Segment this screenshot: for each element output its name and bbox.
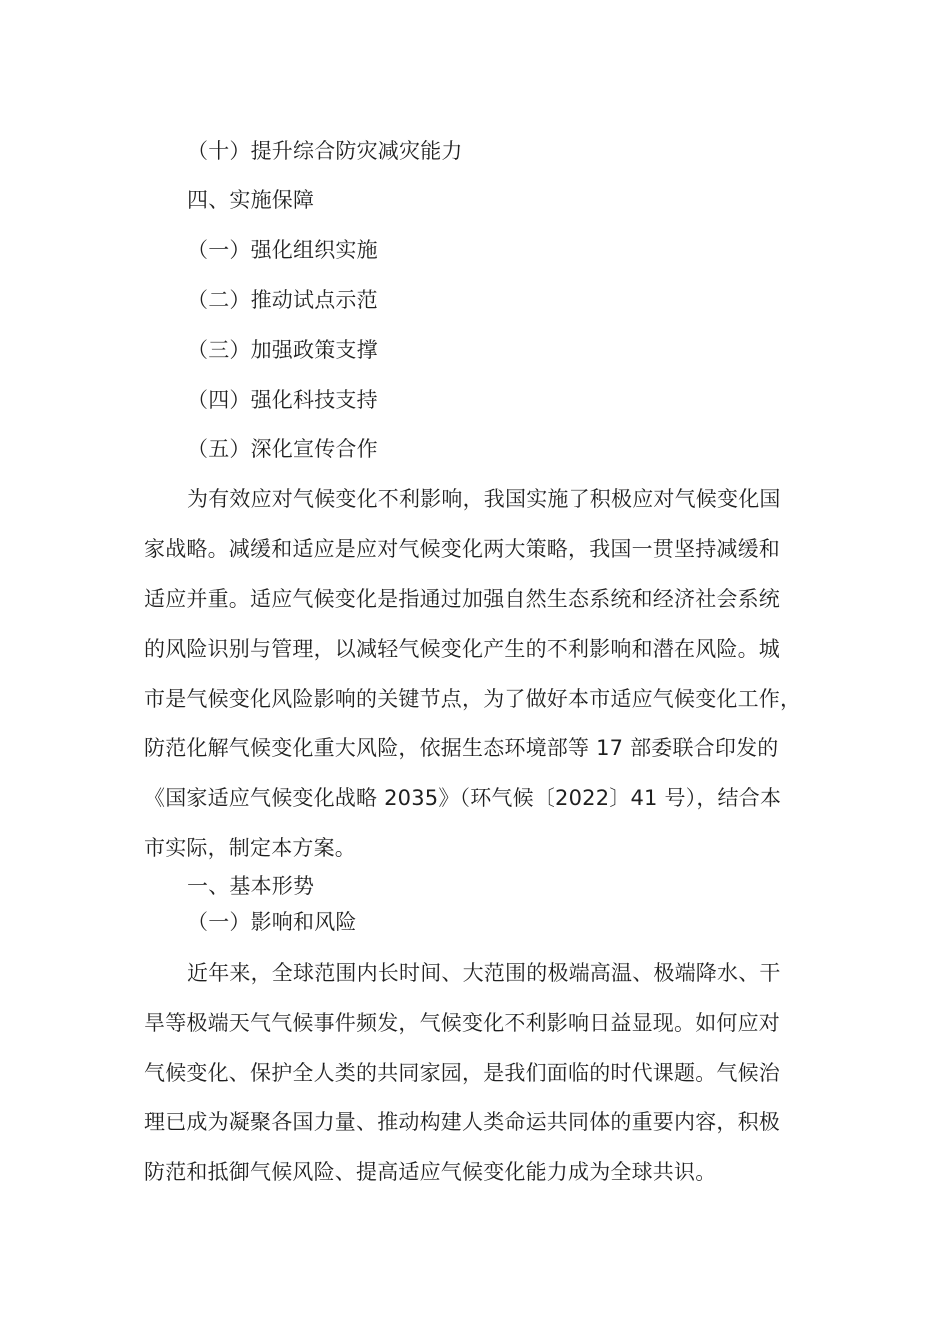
paragraph-line: 市是气候变化风险影响的关键节点，为了做好本市适应气候变化工作， (144, 687, 802, 711)
paragraph-line: 防范化解气候变化重大风险，依据生态环境部等 17 部委联合印发的 (144, 736, 779, 760)
toc-item-s4: （四）强化科技支持 (187, 388, 378, 412)
toc-item-10: （十）提升综合防灾减灾能力 (187, 139, 463, 163)
toc-item-s5: （五）深化宣传合作 (187, 437, 378, 461)
paragraph-line: 的风险识别与管理，以减轻气候变化产生的不利影响和潜在风险。城 (144, 637, 780, 661)
paragraph-line: 理已成为凝聚各国力量、推动构建人类命运共同体的重要内容，积极 (144, 1110, 780, 1134)
subsection-heading-1: （一）影响和风险 (187, 910, 357, 934)
toc-item-s2: （二）推动试点示范 (187, 288, 378, 312)
paragraph-line: 市实际，制定本方案。 (144, 836, 356, 860)
paragraph-line: 家战略。减缓和适应是应对气候变化两大策略，我国一贯坚持减缓和 (144, 537, 780, 561)
section-heading-1: 一、基本形势 (187, 874, 315, 898)
paragraph-line: 近年来，全球范围内长时间、大范围的极端高温、极端降水、干 (187, 961, 781, 985)
toc-item-s3: （三）加强政策支撑 (187, 338, 378, 362)
paragraph-line: 旱等极端天气气候事件频发，气候变化不利影响日益显现。如何应对 (144, 1011, 780, 1035)
paragraph-line: 气候变化、保护全人类的共同家园，是我们面临的时代课题。气候治 (144, 1061, 780, 1085)
paragraph-line: 适应并重。适应气候变化是指通过加强自然生态系统和经济社会系统 (144, 587, 780, 611)
section-heading-4: 四、实施保障 (187, 188, 315, 212)
paragraph-line: 防范和抵御气候风险、提高适应气候变化能力成为全球共识。 (144, 1160, 717, 1184)
paragraph-line: 《国家适应气候变化战略 2035》（环气候〔2022〕41 号），结合本 (144, 786, 782, 810)
paragraph-line: 为有效应对气候变化不利影响，我国实施了积极应对气候变化国 (187, 487, 781, 511)
toc-item-s1: （一）强化组织实施 (187, 238, 378, 262)
